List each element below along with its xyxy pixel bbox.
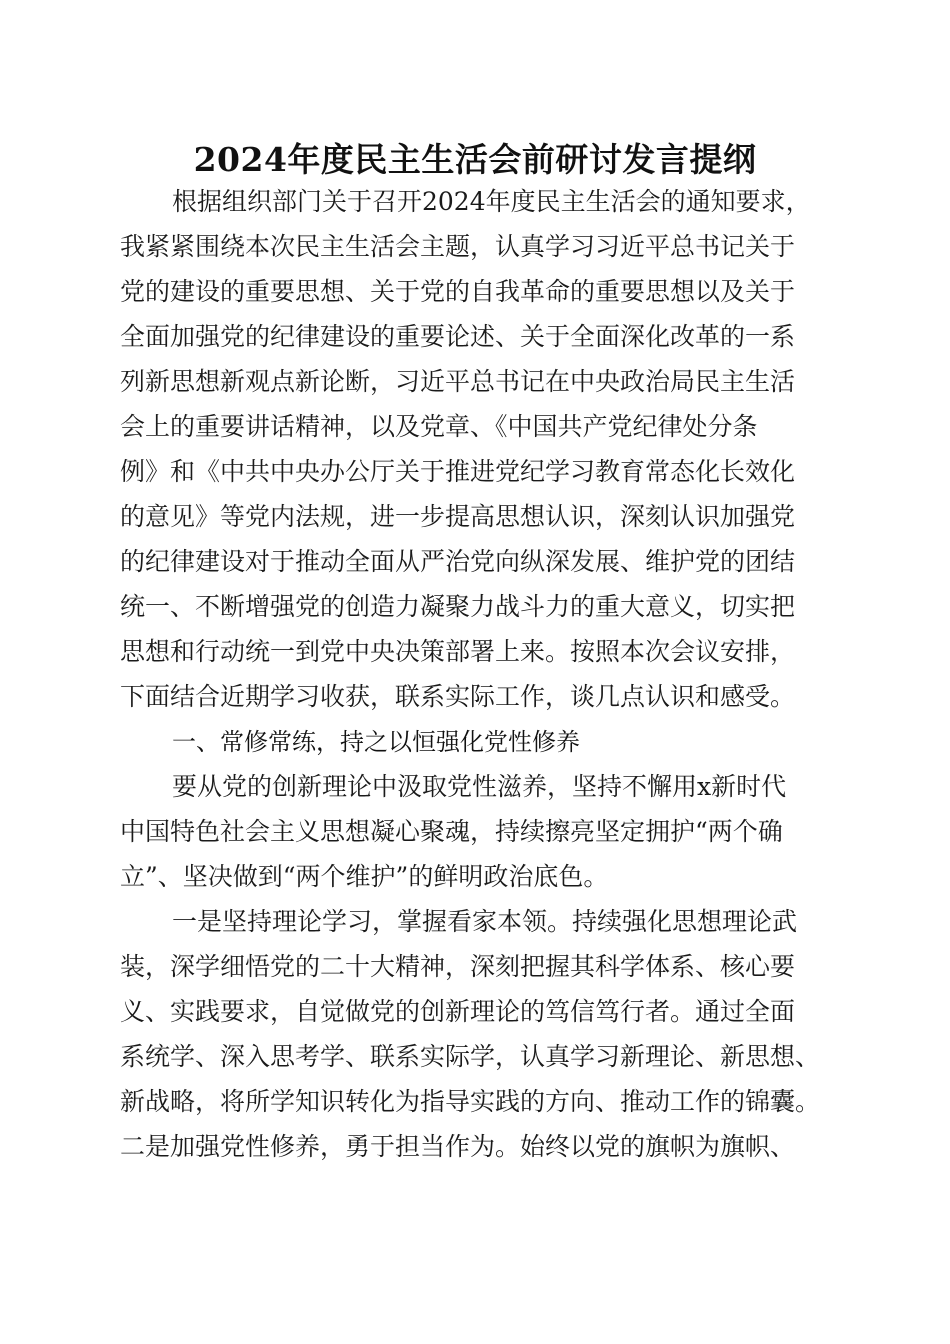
paragraph-line: 的纪律建设对于推动全面从严治党向纵深发展、维护党的团结 [120, 547, 796, 576]
paragraph-line: 统一、不断增强党的创造力凝聚力战斗力的重大意义，切实把 [120, 592, 796, 621]
paragraph-line: 的意见》等党内法规，进一步提高思想认识，深刻认识加强党 [120, 502, 796, 531]
paragraph-line: 二是加强党性修养，勇于担当作为。始终以党的旗帜为旗帜、 [120, 1132, 796, 1161]
paragraph-line: 立”、坚决做到“两个维护”的鲜明政治底色。 [120, 862, 609, 891]
paragraph-line: 系统学、深入思考学、联系实际学，认真学习新理论、新思想、 [120, 1042, 821, 1071]
document-title: 2024年度民主生活会前研讨发言提纲 [193, 140, 757, 179]
paragraph-line: 思想和行动统一到党中央决策部署上来。按照本次会议安排， [120, 637, 796, 666]
paragraph-line: 中国特色社会主义思想凝心聚魂，持续擦亮坚定拥护“两个确 [120, 817, 783, 846]
section-heading: 一、常修常练，持之以恒强化党性修养 [172, 728, 580, 756]
paragraph-line: 党的建设的重要思想、关于党的自我革命的重要思想以及关于 [120, 277, 796, 306]
paragraph-line: 全面加强党的纪律建设的重要论述、关于全面深化改革的一系 [120, 322, 796, 351]
paragraph-line: 新战略，将所学知识转化为指导实践的方向、推动工作的锦囊。 [120, 1087, 821, 1116]
paragraph-line: 列新思想新观点新论断，习近平总书记在中央政治局民主生活 [120, 367, 796, 396]
paragraph-line: 下面结合近期学习收获，联系实际工作，谈几点认识和感受。 [120, 682, 796, 711]
paragraph-line: 义、实践要求，自觉做党的创新理论的笃信笃行者。通过全面 [120, 997, 796, 1026]
paragraph-line: 装，深学细悟党的二十大精神，深刻把握其科学体系、核心要 [120, 952, 796, 981]
paragraph-line: 例》和《中共中央办公厅关于推进党纪学习教育常态化长效化 [120, 457, 796, 486]
paragraph-line: 我紧紧围绕本次民主生活会主题，认真学习习近平总书记关于 [120, 232, 796, 261]
paragraph-line: 会上的重要讲话精神，以及党章、《中国共产党纪律处分条 [120, 412, 758, 441]
paragraph-line: 要从党的创新理论中汲取党性滋养，坚持不懈用x新时代 [172, 772, 787, 801]
paragraph-line: 一是坚持理论学习，掌握看家本领。持续强化思想理论武 [172, 907, 798, 936]
paragraph-line: 根据组织部门关于召开2024年度民主生活会的通知要求， [172, 187, 811, 216]
